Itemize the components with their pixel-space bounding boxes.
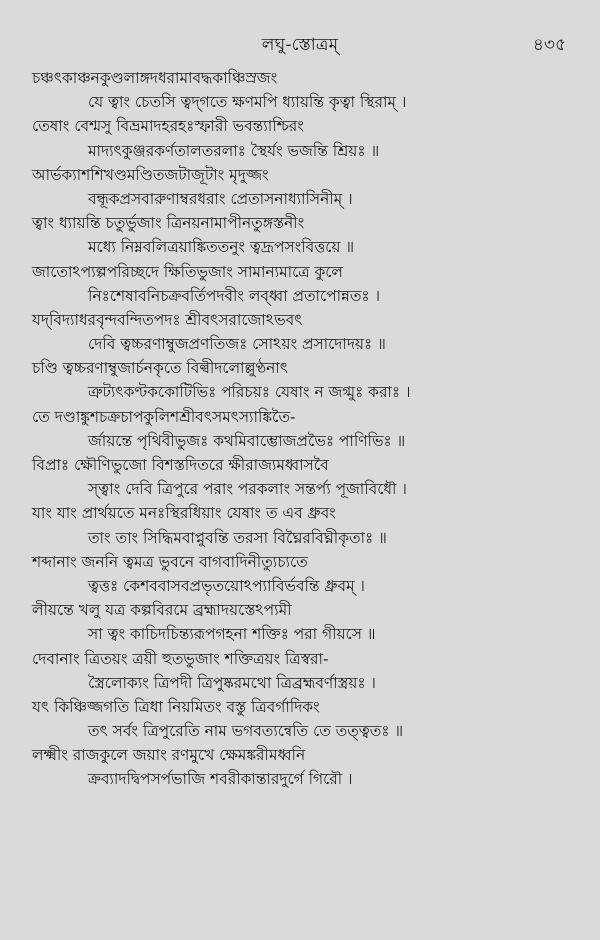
verse-3-line-1: আর্ভক্যাশশিখণ্ডমণ্ডিতজটাজূটাং মৃদুজ্জং — [32, 165, 269, 184]
verse-10-line-1: যাং যাং প্রার্থয়তে মনঃস্থিরধিয়াং যেষাং ত এব ধ্রুবং — [32, 504, 336, 523]
verse-15-line-1: লক্ষ্মীং রাজকুলে জয়াং রণমুখে ক্ষেমঙ্করীমধ্বনি — [32, 746, 306, 765]
verse-4-line-2: মধ্যে নিম্নবলিত্রয়াঙ্কিততনুং ত্বদ্রূপসংবিত্তয়ে ॥ — [88, 238, 355, 257]
verse-8-line-1: তে দণ্ডাঙ্কুশচক্রচাপকুলিশশ্রীবৎসমৎস্যাঙ্কিতৈ- — [32, 407, 296, 426]
verse-2-line-2: মাদ্যৎকুঞ্জরকর্ণতালতরলাঃ স্থৈর্যং ভজন্তি শ্রিয়ঃ ॥ — [88, 141, 380, 160]
running-title: লঘু-স্তোত্রম্ — [261, 35, 339, 55]
verse-12-line-2: সা ত্বং কাচিদচিন্ত্যরূপগহনা শক্তিঃ পরা গীয়সে ॥ — [88, 625, 376, 644]
page-header — [0, 26, 600, 60]
verse-13-line-2: স্ত্রৈলোক্যং ত্রিপদী ত্রিপুষ্করমথো ত্রিব্রহ্মবর্ণাস্ত্রয়ঃ । — [88, 673, 376, 692]
verse-11-line-2: ত্বত্তঃ কেশববাসবপ্রভৃতয়োঽপ্যাবির্ভবন্তি ধ্রুবম্ । — [88, 576, 365, 595]
verse-7-line-2: ত্রুট্যৎকণ্টককোটিভিঃ পরিচয়ঃ যেষাং ন জগ্মুঃ করাঃ । — [88, 383, 411, 402]
verse-6-line-2: দেবি ত্বচ্চরণাম্বুজপ্রণতিজঃ সোঽয়ং প্রসাদোদয়ঃ ॥ — [88, 335, 386, 354]
verse-11-line-1: শব্দানাং জননি ত্বমত্র ভুবনে বাগবাদিনীত্যুচ্যতে — [32, 552, 308, 571]
verse-15-line-2: ক্রব্যাদদ্বিপসর্পভাজি শবরীকান্তারদুর্গে গিরৌ । — [88, 770, 353, 789]
page-number: ৪৩৫ — [532, 35, 566, 55]
verse-2-line-1: তেষাং বেশ্মসু বিভ্রমাদহরহঃস্ফারী ভবন্ত্যাশ্চিরং — [32, 117, 304, 136]
verse-4-line-1: ত্বাং ধ্যায়ন্তি চতুর্ভুজাং ত্রিনয়নামাপীনতুঙ্গস্তনীং — [32, 214, 305, 233]
verse-1-line-1: চঞ্চৎকাঞ্চনকুণ্ডলাঙ্গদধরামাবদ্ধকাঞ্চিস্রজং — [32, 69, 278, 87]
verse-14-line-2: তৎ সর্বং ত্রিপুরেতি নাম ভগবত্যন্বেতি তে তত্ত্বতঃ ॥ — [88, 722, 404, 741]
verse-12-line-1: লীয়ন্তে খলু যত্র কল্পবিরমে ব্রহ্মাদয়স্তেঽপ্যমী — [32, 601, 292, 620]
verse-6-line-1: যদ্‌বিদ্যাধরবৃন্দবন্দিতপদঃ শ্রীবৎসরাজোঽভবৎ — [32, 310, 303, 329]
verse-5-line-1: জাতোঽপ্যল্পপরিচ্ছদে ক্ষিতিভুজাং সামান্যমাত্রে কুলে — [32, 262, 343, 281]
verse-7-line-1: চণ্ডি ত্বচ্চরণাম্বুজার্চনকৃতে বিল্বীদলোল্লুণ্ঠনাৎ — [32, 359, 288, 378]
verse-8-line-2: র্জায়ন্তে পৃথিবীভুজঃ কথমিবাম্ভোজপ্রভৈঃ পাণিভিঃ ॥ — [88, 431, 406, 450]
verse-1-line-2: যে ত্বাং চেতসি ত্বদ্‌গতে ক্ষণমপি ধ্যায়ন্তি কৃত্বা স্থিরাম্ । — [88, 93, 407, 112]
verse-body — [22, 66, 578, 792]
verse-13-line-1: দেবানাং ত্রিতয়ং ত্রয়ী হুতভুজাং শক্তিত্রয়ং ত্রিস্বরা- — [32, 649, 329, 668]
verse-10-line-2: তাং তাং সিদ্ধিমবাপ্নুবন্তি তরসা বিঘ্নৈরবিঘ্নীকৃতাঃ ॥ — [88, 528, 387, 547]
verse-5-line-2: নিঃশেষাবনিচক্রবর্তিপদবীং লব্ধ্বা প্রতাপোন্নতঃ । — [88, 286, 380, 305]
verse-9-line-1: বিপ্রাঃ ক্ষৌণিভুজো বিশস্তদিতরে ক্ষীরাজ্যমধ্বাসবৈ — [32, 456, 329, 474]
verse-9-line-2: স্ত্বাং দেবি ত্রিপুরে পরাং পরকলাং সন্তর্প্য পূজাবিধৌ । — [88, 480, 407, 499]
verse-14-line-1: যৎ কিঞ্চিজ্জগতি ত্রিধা নিয়মিতং বস্তু ত্রিবর্গাদিকং — [32, 697, 320, 716]
verse-3-line-2: বন্ধূকপ্রসবারুণাম্বরধরাং প্রেতাসনাধ্যাসিনীম্ । — [88, 189, 353, 208]
